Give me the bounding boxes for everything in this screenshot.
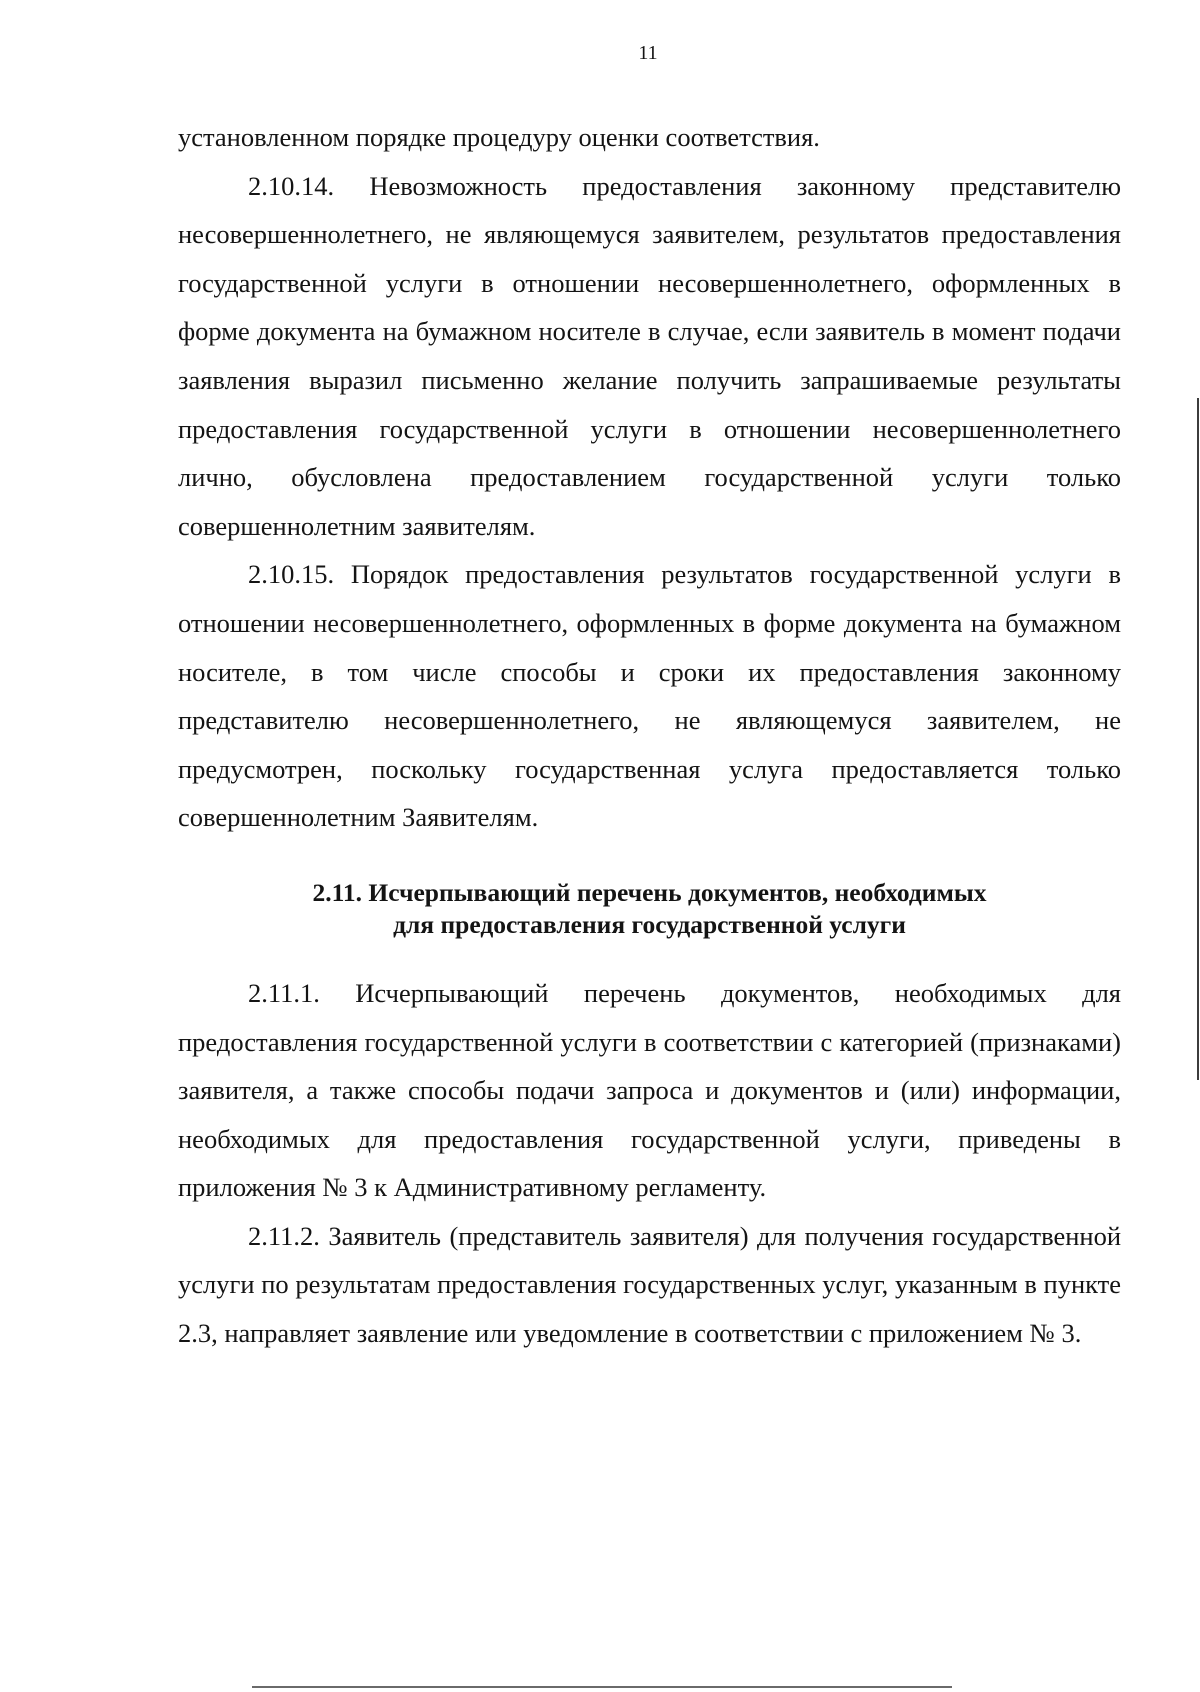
paragraph-continuation: установленном порядке процедуру оценки соответствия. — [178, 122, 820, 152]
scan-edge-bottom — [252, 1686, 952, 1688]
section-heading-2-11 — [178, 877, 1121, 941]
paragraph-2-11-1: 2.11.1. Исчерпывающий перечень документов, необходимых для предоставления государственной услуги в соответствии с категорией (признаками) заявителя, а также способы подачи запроса и документов и (или) информации, необходимых для предоставления государственной услуги, приведены в приложения № 3 к Административному регламенту. — [178, 977, 1121, 1203]
document-body — [178, 113, 1121, 1358]
page-number: 11 — [638, 42, 658, 64]
paragraph-2-10-15: 2.10.15. Порядок предоставления результатов государственной услуги в отношении несовершеннолетнего, оформленных в форме документа на бумажном носителе, в том числе способы и сроки их предоставления законному представителю несовершеннолетнего, не являющемуся заявителем, не предусмотрен, поскольку государственная услуга предоставляется только совершеннолетним Заявителям. — [178, 559, 1121, 833]
section-heading-line-2: для предоставления государственной услуги — [393, 909, 906, 939]
paragraph-2-10-14: 2.10.14. Невозможность предоставления законному представителю несовершеннолетнего, не являющемуся заявителем, результатов предоставления государственной услуги в отношении несовершеннолетнего, оформленных в форме документа на бумажном носителе в случае, если заявитель в момент подачи заявления выразил письменно желание получить запрашиваемые результаты предоставления государственной услуги в отношении несовершеннолетнего лично, обусловлена предоставлением государственной услуги только совершеннолетним заявителям. — [178, 170, 1121, 541]
paragraph-2-11-2: 2.11.2. Заявитель (представитель заявителя) для получения государственной услуги по результатам предоставления государственных услуг, указанным в пункте 2.3, направляет заявление или уведомление в соответствии с приложением № 3. — [178, 1220, 1121, 1349]
section-heading-line-1: 2.11. Исчерпывающий перечень документов, необходимых — [312, 877, 987, 907]
scan-edge-right — [1197, 398, 1199, 1080]
